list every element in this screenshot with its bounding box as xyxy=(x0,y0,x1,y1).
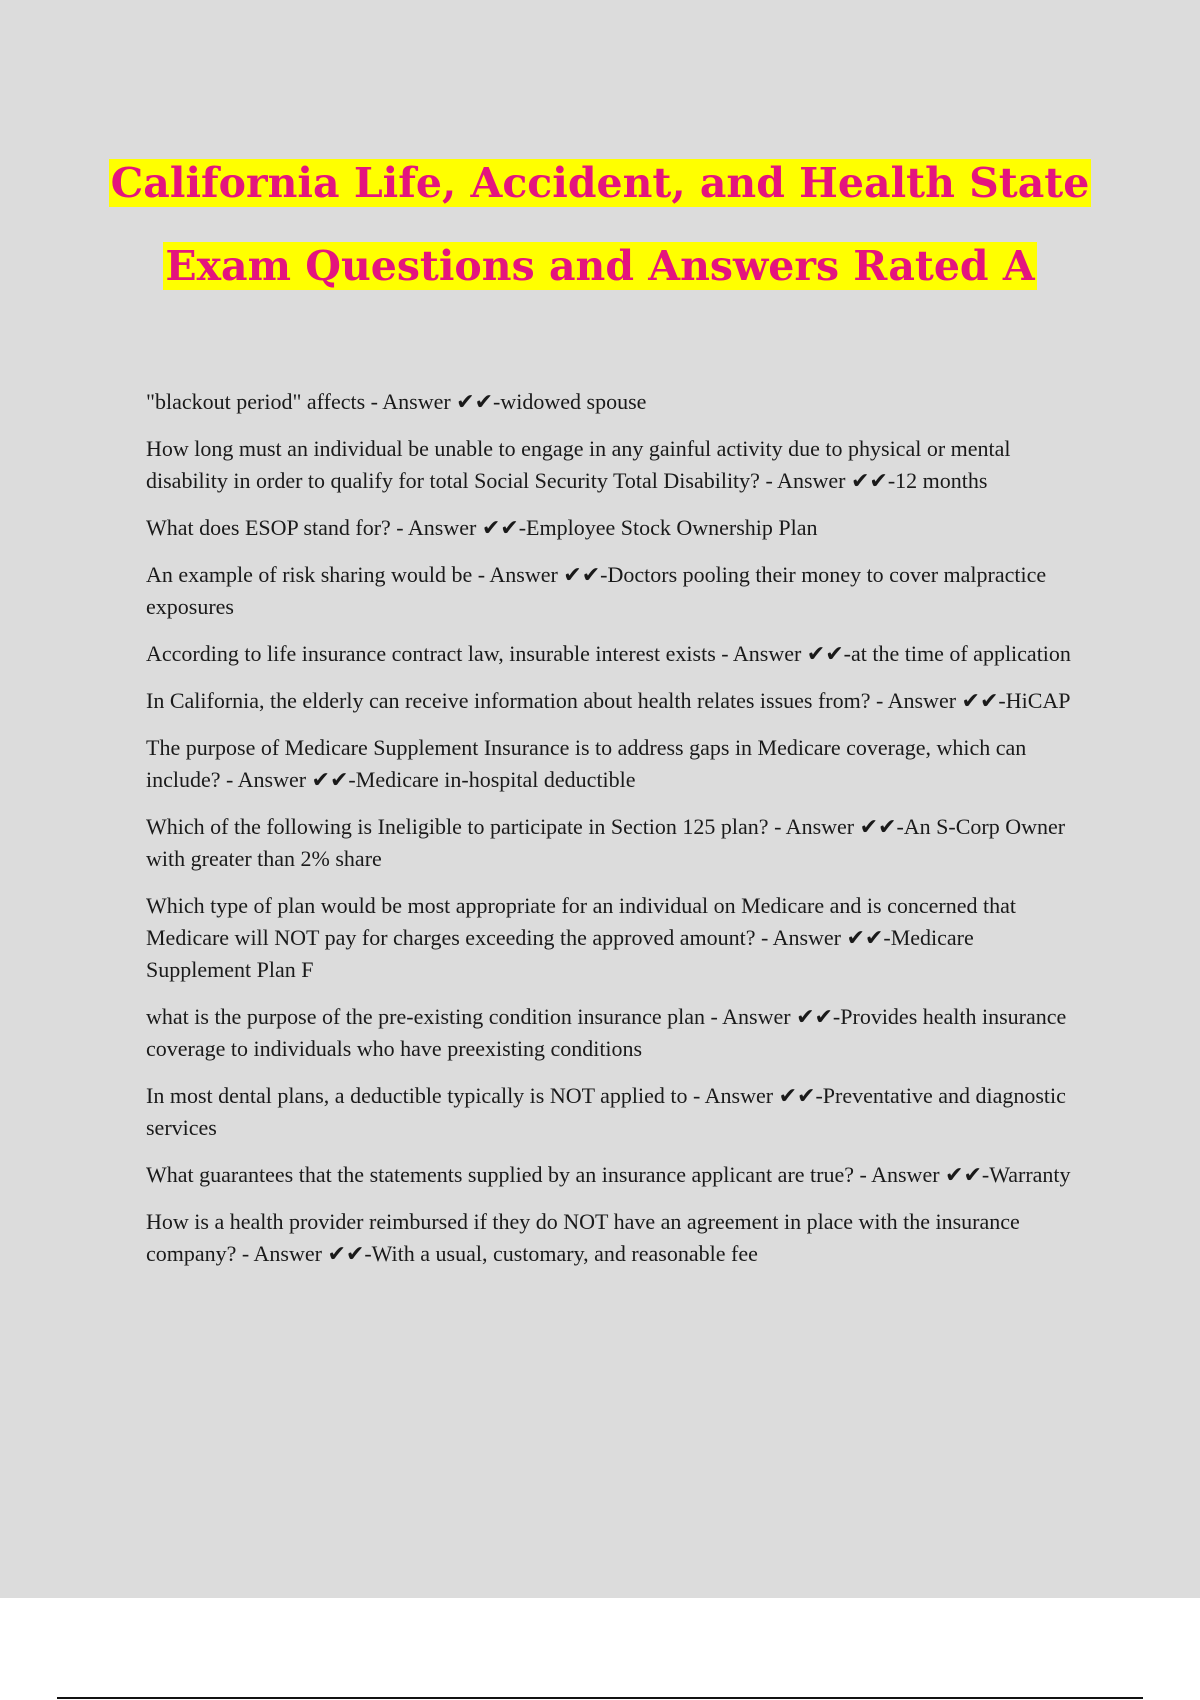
document-title xyxy=(0,142,1200,308)
qa-item: What does ESOP stand for? - Answer ✔✔-Employee Stock Ownership Plan xyxy=(146,515,818,540)
qa-item: How is a health provider reimbursed if they do NOT have an agreement in place with the insurance company? - Answer ✔✔-With a usual, customary, and reasonable fee xyxy=(146,1209,1020,1266)
qa-item: Which type of plan would be most appropriate for an individual on Medicare and is concerned that Medicare will NOT pay for charges exceeding the approved amount? - Answer ✔✔-Medicare Supplement Plan F xyxy=(146,893,1016,982)
qa-item: An example of risk sharing would be - Answer ✔✔-Doctors pooling their money to cover malpractice exposures xyxy=(146,562,1047,619)
qa-item: what is the purpose of the pre-existing condition insurance plan - Answer ✔✔-Provides health insurance coverage to individuals who have preexisting conditions xyxy=(146,1004,1067,1061)
qa-item: In most dental plans, a deductible typically is NOT applied to - Answer ✔✔-Preventative and diagnostic services xyxy=(146,1083,1066,1140)
qa-item: "blackout period" affects - Answer ✔✔-widowed spouse xyxy=(146,389,647,414)
qa-item: In California, the elderly can receive information about health relates issues from? - Answer ✔✔-HiCAP xyxy=(146,688,1071,713)
qa-item: The purpose of Medicare Supplement Insurance is to address gaps in Medicare coverage, which can include? - Answer ✔✔-Medicare in-hospital deductible xyxy=(146,735,1027,792)
qa-list xyxy=(146,386,1081,1285)
page-bottom-rule xyxy=(57,1697,1143,1699)
qa-item: Which of the following is Ineligible to participate in Section 125 plan? - Answer ✔✔-An S-Corp Owner with greater than 2% share xyxy=(146,814,1066,871)
qa-item: What guarantees that the statements supplied by an insurance applicant are true? - Answer ✔✔-Warranty xyxy=(146,1162,1071,1187)
title-line-1: California Life, Accident, and Health State xyxy=(110,159,1090,207)
qa-item: According to life insurance contract law, insurable interest exists - Answer ✔✔-at the time of application xyxy=(146,641,1071,666)
title-line-2: Exam Questions and Answers Rated A xyxy=(165,242,1035,290)
qa-item: How long must an individual be unable to engage in any gainful activity due to physical or mental disability in order to qualify for total Social Security Total Disability? - Answer ✔✔-12 months xyxy=(146,436,1011,493)
